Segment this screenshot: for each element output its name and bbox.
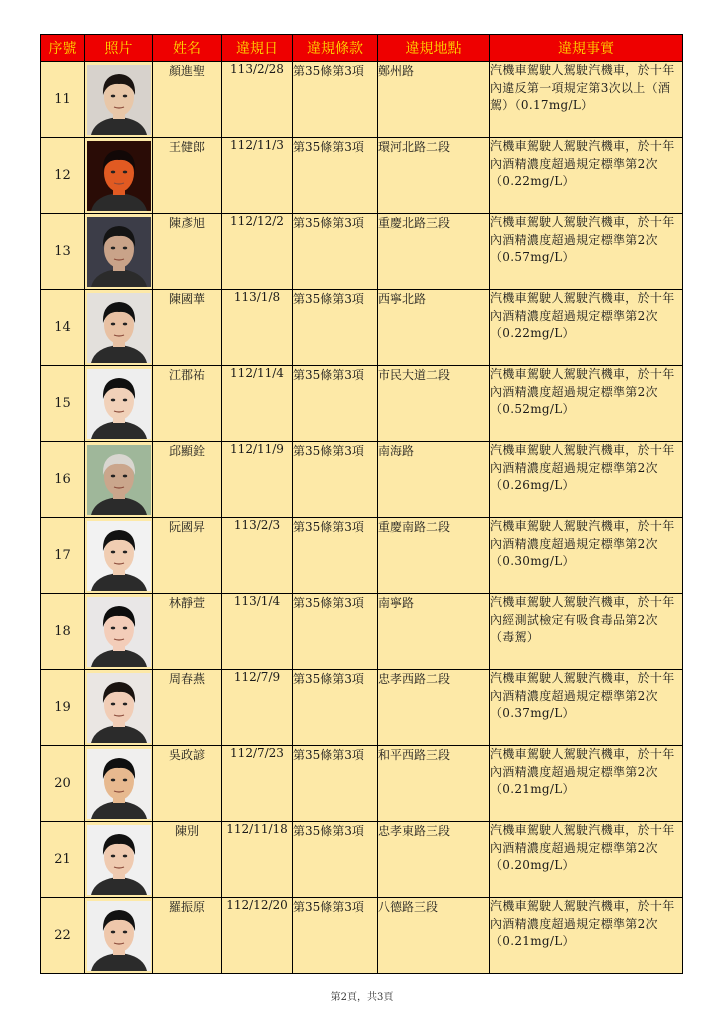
header-fact: 違規事實 (490, 35, 683, 62)
row-place: 和平西路三段 (378, 746, 490, 822)
header-seq: 序號 (41, 35, 85, 62)
table-row (41, 518, 683, 594)
row-place: 南寧路 (378, 594, 490, 670)
row-law: 第35條第3項 (293, 442, 378, 518)
row-fact: 汽機車駕駛人駕駛汽機車，於十年內酒精濃度超過規定標準第2次（0.52mg/L） (490, 366, 683, 442)
header-photo: 照片 (85, 35, 153, 62)
table-row (41, 822, 683, 898)
row-fact: 汽機車駕駛人駕駛汽機車，於十年內酒精濃度超過規定標準第2次（0.26mg/L） (490, 442, 683, 518)
row-photo-cell (85, 746, 153, 822)
row-place: 忠孝東路三段 (378, 822, 490, 898)
header-place: 違規地點 (378, 35, 490, 62)
portrait-image (87, 65, 151, 135)
row-law: 第35條第3項 (293, 138, 378, 214)
row-place: 八德路三段 (378, 898, 490, 974)
portrait-photo (87, 369, 151, 439)
portrait-image (87, 749, 151, 819)
row-date: 113/1/8 (222, 290, 293, 366)
row-name: 羅振原 (153, 898, 222, 974)
row-fact: 汽機車駕駛人駕駛汽機車，於十年內酒精濃度超過規定標準第2次（0.21mg/L） (490, 746, 683, 822)
table-body (41, 62, 683, 974)
row-place: 重慶北路三段 (378, 214, 490, 290)
row-fact: 汽機車駕駛人駕駛汽機車，於十年內酒精濃度超過規定標準第2次（0.20mg/L） (490, 822, 683, 898)
row-date: 112/11/4 (222, 366, 293, 442)
row-name: 江郡祐 (153, 366, 222, 442)
row-law: 第35條第3項 (293, 670, 378, 746)
row-date: 112/12/20 (222, 898, 293, 974)
portrait-photo (87, 65, 151, 135)
row-place: 市民大道二段 (378, 366, 490, 442)
row-name: 阮國昇 (153, 518, 222, 594)
row-name: 陳國華 (153, 290, 222, 366)
row-date: 112/11/18 (222, 822, 293, 898)
table-row (41, 746, 683, 822)
row-place: 南海路 (378, 442, 490, 518)
row-name: 吳政諺 (153, 746, 222, 822)
row-place: 重慶南路二段 (378, 518, 490, 594)
portrait-photo (87, 141, 151, 211)
row-name: 陳彥旭 (153, 214, 222, 290)
row-date: 112/7/9 (222, 670, 293, 746)
portrait-image (87, 673, 151, 743)
row-seq: 18 (41, 594, 85, 670)
row-photo-cell (85, 62, 153, 138)
table-row (41, 214, 683, 290)
row-photo-cell (85, 898, 153, 974)
table-row (41, 62, 683, 138)
row-place: 鄭州路 (378, 62, 490, 138)
portrait-image (87, 901, 151, 971)
row-seq: 16 (41, 442, 85, 518)
table-row (41, 898, 683, 974)
portrait-image (87, 293, 151, 363)
portrait-image (87, 445, 151, 515)
row-place: 西寧北路 (378, 290, 490, 366)
row-place: 忠孝西路二段 (378, 670, 490, 746)
row-name: 邱顯銓 (153, 442, 222, 518)
portrait-photo (87, 597, 151, 667)
table-row (41, 594, 683, 670)
portrait-image (87, 825, 151, 895)
row-date: 112/11/3 (222, 138, 293, 214)
portrait-photo (87, 825, 151, 895)
row-name: 王健郎 (153, 138, 222, 214)
row-photo-cell (85, 442, 153, 518)
header-law: 違規條款 (293, 35, 378, 62)
portrait-photo (87, 217, 151, 287)
row-law: 第35條第3項 (293, 898, 378, 974)
row-seq: 22 (41, 898, 85, 974)
row-photo-cell (85, 594, 153, 670)
row-photo-cell (85, 290, 153, 366)
row-photo-cell (85, 822, 153, 898)
row-date: 113/2/28 (222, 62, 293, 138)
table-row (41, 670, 683, 746)
row-name: 顏進聖 (153, 62, 222, 138)
row-law: 第35條第3項 (293, 594, 378, 670)
row-photo-cell (85, 670, 153, 746)
portrait-image (87, 217, 151, 287)
row-name: 周春燕 (153, 670, 222, 746)
row-seq: 20 (41, 746, 85, 822)
portrait-photo (87, 901, 151, 971)
violator-table (40, 34, 683, 974)
row-photo-cell (85, 138, 153, 214)
row-law: 第35條第3項 (293, 62, 378, 138)
row-fact: 汽機車駕駛人駕駛汽機車，於十年內酒精濃度超過規定標準第2次（0.22mg/L） (490, 138, 683, 214)
row-name: 陳別 (153, 822, 222, 898)
table-header (41, 35, 683, 62)
row-photo-cell (85, 366, 153, 442)
table-row (41, 366, 683, 442)
row-law: 第35條第3項 (293, 290, 378, 366)
row-photo-cell (85, 214, 153, 290)
row-seq: 19 (41, 670, 85, 746)
row-seq: 15 (41, 366, 85, 442)
row-photo-cell (85, 518, 153, 594)
row-fact: 汽機車駕駛人駕駛汽機車，於十年內酒精濃度超過規定標準第2次（0.57mg/L） (490, 214, 683, 290)
row-date: 113/2/3 (222, 518, 293, 594)
row-seq: 21 (41, 822, 85, 898)
row-date: 113/1/4 (222, 594, 293, 670)
row-seq: 12 (41, 138, 85, 214)
row-fact: 汽機車駕駛人駕駛汽機車，於十年內違反第一項規定第3次以上（酒駕）（0.17mg/L） (490, 62, 683, 138)
row-date: 112/12/2 (222, 214, 293, 290)
row-seq: 14 (41, 290, 85, 366)
portrait-photo (87, 293, 151, 363)
row-fact: 汽機車駕駛人駕駛汽機車，於十年內酒精濃度超過規定標準第2次（0.37mg/L） (490, 670, 683, 746)
row-name: 林靜萱 (153, 594, 222, 670)
portrait-image (87, 521, 151, 591)
header-date: 違規日 (222, 35, 293, 62)
table-row (41, 290, 683, 366)
portrait-image (87, 369, 151, 439)
row-fact: 汽機車駕駛人駕駛汽機車，於十年內酒精濃度超過規定標準第2次（0.30mg/L） (490, 518, 683, 594)
row-date: 112/11/9 (222, 442, 293, 518)
header-name: 姓名 (153, 35, 222, 62)
portrait-image (87, 597, 151, 667)
page-footer: 第2頁，共3頁 (330, 992, 394, 1003)
portrait-photo (87, 445, 151, 515)
portrait-photo (87, 673, 151, 743)
table-row (41, 138, 683, 214)
row-fact: 汽機車駕駛人駕駛汽機車，於十年內經測試檢定有吸食毒品第2次（毒駕） (490, 594, 683, 670)
row-fact: 汽機車駕駛人駕駛汽機車，於十年內酒精濃度超過規定標準第2次（0.21mg/L） (490, 898, 683, 974)
row-place: 環河北路二段 (378, 138, 490, 214)
row-fact: 汽機車駕駛人駕駛汽機車，於十年內酒精濃度超過規定標準第2次（0.22mg/L） (490, 290, 683, 366)
row-law: 第35條第3項 (293, 366, 378, 442)
portrait-photo (87, 749, 151, 819)
row-date: 112/7/23 (222, 746, 293, 822)
row-law: 第35條第3項 (293, 214, 378, 290)
row-law: 第35條第3項 (293, 518, 378, 594)
row-law: 第35條第3項 (293, 822, 378, 898)
row-seq: 13 (41, 214, 85, 290)
row-law: 第35條第3項 (293, 746, 378, 822)
row-seq: 17 (41, 518, 85, 594)
table-row (41, 442, 683, 518)
portrait-photo (87, 521, 151, 591)
portrait-image (87, 141, 151, 211)
row-seq: 11 (41, 62, 85, 138)
